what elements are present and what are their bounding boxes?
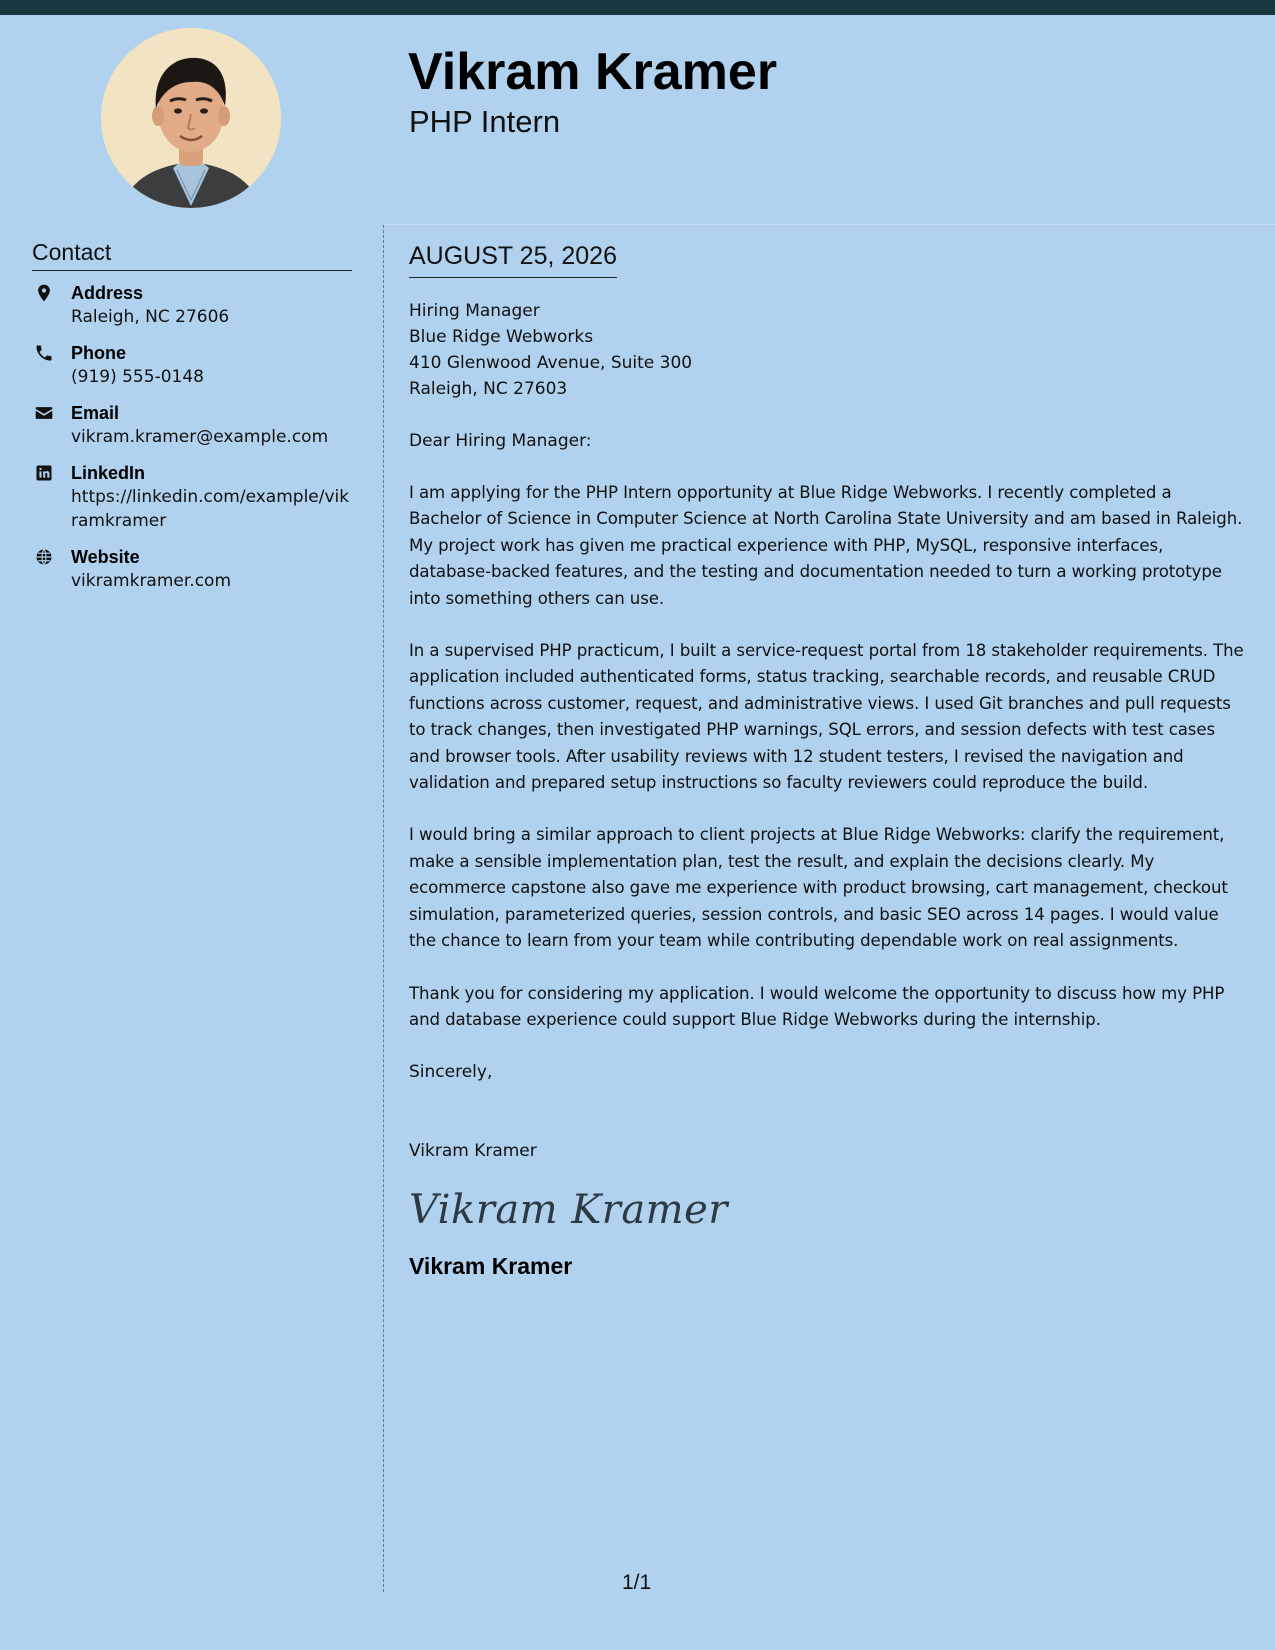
contact-label: Email [71,403,120,423]
profile-photo [101,28,281,208]
letter-date: AUGUST 25, 2026 [409,240,617,278]
contact-item-email [32,401,352,449]
email-link[interactable]: vikram.kramer@example.com [71,427,329,447]
contact-label: Address [71,283,144,303]
job-title: PHP Intern [409,104,561,139]
signer-name-bold: Vikram Kramer [409,1253,573,1280]
recipient-line: Raleigh, NC 27603 [409,379,568,399]
contact-item-website [32,545,352,593]
map-pin-icon [34,283,54,303]
contact-value: (919) 555-0148 [71,367,204,387]
contact-label: Website [71,547,140,567]
globe-icon [34,547,54,567]
contact-heading: Contact [32,238,352,271]
recipient-line: Blue Ridge Webworks [409,327,594,347]
contact-item-phone [32,341,352,389]
header-divider [384,224,1275,225]
phone-icon [34,343,54,363]
closing: Sincerely, [409,1062,493,1083]
envelope-icon [34,403,54,423]
top-bar [0,0,1275,15]
signer-name: Vikram Kramer [409,1141,537,1162]
letter-body [409,240,1244,1280]
recipient-line: 410 Glenwood Avenue, Suite 300 [409,353,693,373]
contact-value: Raleigh, NC 27606 [71,307,230,327]
column-divider [383,225,384,1592]
recipient-block [409,298,1244,402]
contact-item-linkedin [32,461,352,533]
contact-label: Phone [71,343,127,363]
linkedin-icon [34,463,54,483]
letter-paragraph: I am applying for the PHP Intern opportunity at Blue Ridge Webworks. I recently completed a Bachelor of Science in Computer Science at North Carolina State University and am based in Raleigh. My project work has given me practical experience with PHP, MySQL, responsive interfaces, database-backed features, and the testing and documentation needed to turn a working prototype into something others can use. [409,483,1243,608]
letter-paragraph: I would bring a similar approach to client projects at Blue Ridge Webworks: clarify the requirement, make a sensible implementation plan, test the result, and explain the decisions clearly. My ecommerce capstone also gave me experience with product browsing, cart management, checkout simulation, parameterized queries, session controls, and basic SEO across 14 pages. I would value the chance to learn from your team while contributing dependable work on real assignments. [409,825,1228,951]
salutation: Dear Hiring Manager: [409,431,592,451]
letter-paragraph: Thank you for considering my application. I would welcome the opportunity to discuss how my PHP and database experience could support Blue Ridge Webworks during the internship. [409,983,1225,1029]
applicant-name: Vikram Kramer [408,43,778,101]
website-link[interactable]: vikramkramer.com [71,571,232,591]
contact-item-address [32,281,352,329]
letter-paragraph: In a supervised PHP practicum, I built a service-request portal from 18 stakeholder requirements. The application included authenticated forms, status tracking, searchable records, and reusable CRUD functions across customer, request, and administrative views. I used Git branches and pull requests to track changes, then investigated PHP warnings, SQL errors, and session defects with test cases and browser tools. After usability reviews with 12 student testers, I revised the navigation and validation and prepared setup instructions so faculty reviewers could reproduce the build. [409,641,1244,793]
linkedin-link[interactable]: https://linkedin.com/example/vikramkramer [71,487,350,531]
handwritten-signature: Vikram Kramer [409,1187,728,1234]
contact-sidebar [32,238,352,605]
page-number: 1/1 [622,1571,652,1594]
contact-label: LinkedIn [71,463,146,483]
recipient-line: Hiring Manager [409,301,540,321]
